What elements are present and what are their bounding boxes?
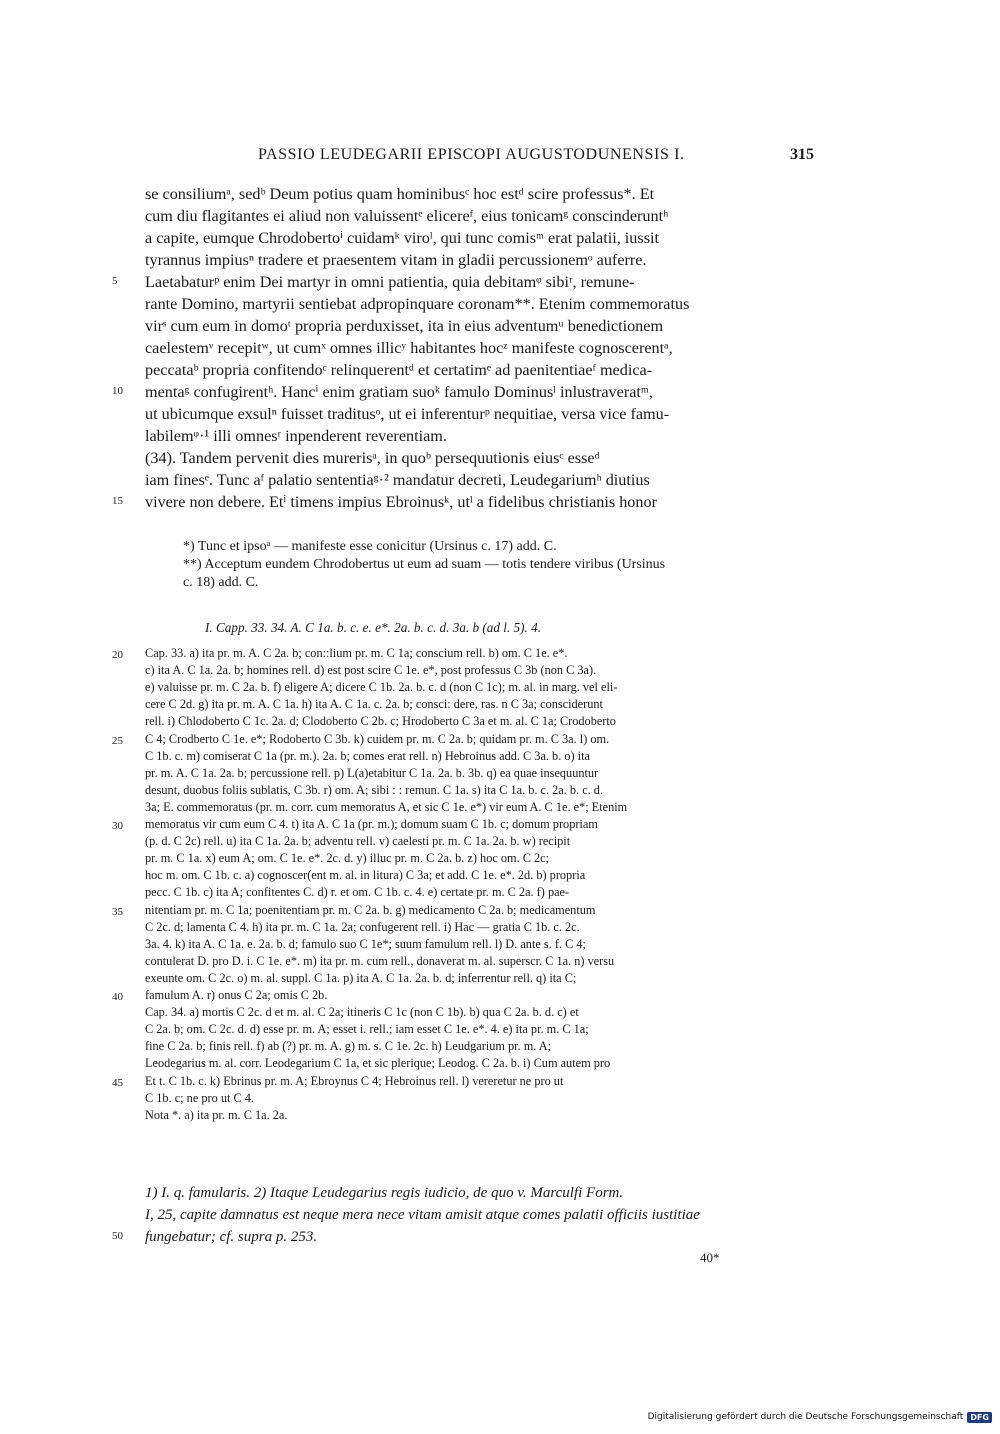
apparatus-line: famulum A. r) onus C 2a; omis C 2b. (145, 988, 328, 1002)
main-text-line: se consiliumᵃ, sedᵇ Deum potius quam hominibusᶜ hoc estᵈ scire professus*. Et (145, 185, 655, 203)
line-number: 30 (112, 820, 123, 832)
credit-text: Digitalisierung gefördert durch die Deutsche Forschungsgemeinschaft (647, 1412, 964, 1422)
apparatus-line: cere C 2d. g) ita pr. m. A. C 1a. h) ita A. C 1a. c. 2a. b; consci: dere, ras. n C 3a; consciderunt (145, 697, 603, 712)
digitization-credit (648, 1409, 992, 1425)
apparatus-line: Cap. 33. a) ita pr. m. A. C 2a. b; con::lium pr. m. C 1a; conscium rell. b) om. C 1e. e*. (145, 646, 568, 660)
apparatus-line: Nota *. a) ita pr. m. C 1a. 2a. (145, 1107, 288, 1122)
footnote-line: *) Tunc et ipsoᵃ — manifeste esse conicitur (Ursinus c. 17) add. C. (183, 539, 557, 554)
apparatus-line: c) ita A. C 1a. 2a. b; homines rell. d) est post scire C 1e. e*, post professus C 3b (non C 3a). (145, 663, 597, 678)
note-line: I, 25, capite damnatus est neque mera nece vitam amisit atque comes palatii officiis iustitiae (145, 1207, 700, 1223)
footnote-line: c. 18) add. C. (183, 575, 259, 590)
dfg-logo: DFG (967, 1412, 992, 1423)
apparatus-line: fine C 2a. b; finis rell. f) ab (?) pr. m. A. g) m. s. C 1e. 2c. h) Leudgarium pr. m. A; (145, 1039, 552, 1054)
note-line: fungebatur; cf. supra p. 253. (145, 1229, 318, 1245)
line-number: 40 (112, 991, 123, 1003)
main-text-line: iam finesᵉ. Tunc aᶠ palatio sententiaᵍ·² mandatur decreti, Leudegariumʰ diutius (145, 471, 650, 489)
line-number: 25 (112, 734, 123, 747)
sheet-signature: 40* (700, 1250, 720, 1265)
apparatus-line: pr. m. A. C 1a. 2a. b; percussione rell. p) L(a)etabitur C 1a. 2a. b. 3b. q) ea quae insequuntur (145, 765, 599, 780)
page-number: 315 (790, 146, 814, 163)
main-text-line: tyrannus impiusⁿ tradere et praesentem vitam in gladii percussionemᵒ auferre. (145, 251, 647, 269)
apparatus-line: e) valuisse pr. m. C 2a. b. f) eligere A; dicere C 1b. 2a. b. c. d (non C 1c); m. al. in marg. vel eli- (145, 680, 618, 695)
line-number: 35 (112, 905, 123, 918)
main-text-line: ut ubicumque exsulⁿ fuisset traditusᵒ, ut ei inferenturᵖ nequitiae, versa vice famu- (145, 405, 670, 423)
main-text-line: peccataᵇ propria confitendoᶜ relinquerentᵈ et certatimᵉ ad paenitentiaeᶠ medica- (145, 361, 653, 379)
apparatus-line: rell. i) Chlodoberto C 1c. 2a. d; Clodoberto C 2b. c; Hrodoberto C 3a et m. al. C 1a; Crodoberto (145, 714, 616, 729)
apparatus-line: pecc. C 1b. c) ita A; confitentes C. d) r. et om. C 1b. c. 4. e) certate pr. m. C 2a. f) pae- (145, 885, 570, 900)
main-text-line: caelestemᵛ recepitʷ, ut cumˣ omnes illicʸ habitantes hocᶻ manifeste cognoscerentᵃ, (145, 339, 673, 357)
main-text-line: Laetabaturᵖ enim Dei martyr in omni patientia, quia debitamᵠ sibiʳ, remune- (145, 273, 635, 291)
main-text-line: cum diu flagitantes ei aliud non valuissentᵉ elicereᶠ, eius tonicamᵍ conscinderuntʰ (145, 207, 669, 225)
apparatus-line: C 2c. d; lamenta C 4. h) ita pr. m. C 1a. 2a; confugerent rell. i) Hac — gratia C 1b. c. 2c. (145, 919, 580, 934)
main-text-line: rante Domino, martyrii sentiebat adpropinquare coronam**. Etenim commemoratus (145, 295, 690, 313)
main-text-line: (34). Tandem pervenit dies murerisᵃ, in quoᵇ persequutionis eiusᶜ esseᵈ (145, 449, 600, 467)
line-number: 50 (112, 1230, 123, 1242)
line-number: 20 (112, 649, 123, 661)
main-text-line: labilemᵠ·¹ illi omnesʳ inpenderent reverentiam. (145, 427, 447, 445)
manuscript-sigla: I. Capp. 33. 34. A. C 1a. b. c. e. e*. 2a. b. c. d. 3a. b (ad l. 5). 4. (205, 620, 542, 635)
running-header (258, 146, 814, 170)
running-title: PASSIO LEUDEGARII EPISCOPI AUGUSTODUNENSIS I. (258, 146, 685, 163)
main-text-line: vivere non debere. Etⁱ timens impius Ebroinusᵏ, utˡ a fidelibus christianis honor (145, 493, 657, 511)
apparatus-line: C 4; Crodberto C 1e. e*; Rodoberto C 3b. k) cuidem pr. m. C 2a. b; quidam pr. m. C 3a. l) om. (145, 731, 610, 746)
line-number: 45 (112, 1076, 123, 1089)
apparatus-line: memoratus vir cum eum C 4. t) ita A. C 1a (pr. m.); domum suam C 1b. c; domum propriam (145, 817, 598, 831)
apparatus-line: (p. d. C 2c) rell. u) ita C 1a. 2a. b; adventu rell. v) caelesti pr. m. C 1a. 2a. b. w) recipit (145, 834, 571, 849)
apparatus-line: 3a. 4. k) ita A. C 1a. e. 2a. b. d; famulo suo C 1e*; suum famulum rell. l) D. ante s. f. C 4; (145, 936, 586, 951)
apparatus-line: pr. m. C 1a. x) eum A; om. C 1e. e*. 2c. d. y) illuc pr. m. C 2a. b. z) hoc om. C 2c; (145, 851, 550, 866)
apparatus-line: Cap. 34. a) mortis C 2c. d et m. al. C 2a; itineris C 1c (non C 1b). b) qua C 2a. b. d. c) et (145, 1005, 579, 1020)
apparatus-line: contulerat D. pro D. i. C 1e. e*. m) ita pr. m. cum rell., donaverat m. al. superscr. C 1a. n) versu (145, 953, 615, 968)
apparatus-line: hoc m. om. C 1b. c. a) cognoscer(ent m. al. in litura) C 3a; et add. C 1e. e*. 2d. b) propria (145, 868, 586, 883)
line-number: 10 (112, 385, 123, 397)
apparatus-line: 3a; E. commemoratus (pr. m. corr. cum memoratus A, et sic C 1e. e*) vir eum A. C 1e. e*; Etenim (145, 799, 628, 814)
apparatus-line: C 1b. c. m) comiserat C 1a (pr. m.). 2a. b; comes erat rell. n) Hebroinus add. C 3a. b. o) ita (145, 748, 590, 763)
apparatus-line: Leodegarius m. al. corr. Leodegarium C 1a, et sic plerique; Leodog. C 2a. b. i) Cum autem pro (145, 1056, 611, 1071)
apparatus-line: C 1b. c; ne pro ut C 4. (145, 1090, 254, 1105)
apparatus-line: desunt, duobus foliis sublatis, C 3b. r) om. A; sibi : : remun. C 1a. s) ita C 1a. b. c. 2a. b. c. d. (145, 782, 604, 797)
apparatus-line: Et t. C 1b. c. k) Ebrinus pr. m. A; Ebroynus C 4; Hebroinus rell. l) vereretur ne pro ut (145, 1073, 564, 1088)
note-line: 1) I. q. famularis. 2) Itaque Leudegarius regis iudicio, de quo v. Marculfi Form. (145, 1185, 624, 1201)
main-text-line: a capite, eumque Chrodobertoⁱ cuidamᵏ viroˡ, qui tunc comisᵐ erat palatii, iussit (145, 229, 659, 247)
footnote-line: **) Acceptum eundem Chrodobertus ut eum ad suam — totis tendere viribus (Ursinus (183, 557, 666, 572)
line-number: 15 (112, 495, 123, 507)
apparatus-line: nitentiam pr. m. C 1a; poenitentiam pr. m. C 2a. b. g) medicamento C 2a. b; medicamentum (145, 902, 596, 917)
main-text-line: virˢ cum eum in domoᵗ propria perduxisset, ita in eius adventumᵘ benedictionem (145, 317, 664, 335)
apparatus-line: C 2a. b; om. C 2c. d. d) esse pr. m. A; esset i. rell.; iam esset C 1e. e*. 4. e) ita pr. m. C 1a; (145, 1022, 589, 1037)
main-text-line: mentaᵍ confugirentʰ. Hancⁱ enim gratiam suoᵏ famulo Dominusˡ inlustraveratᵐ, (145, 383, 653, 401)
apparatus-line: exeunte om. C 2c. o) m. al. suppl. C 1a. p) ita A. C 1a. 2a. b. d; inferrentur rell. q) ita C; (145, 970, 577, 985)
line-number: 5 (112, 275, 118, 287)
